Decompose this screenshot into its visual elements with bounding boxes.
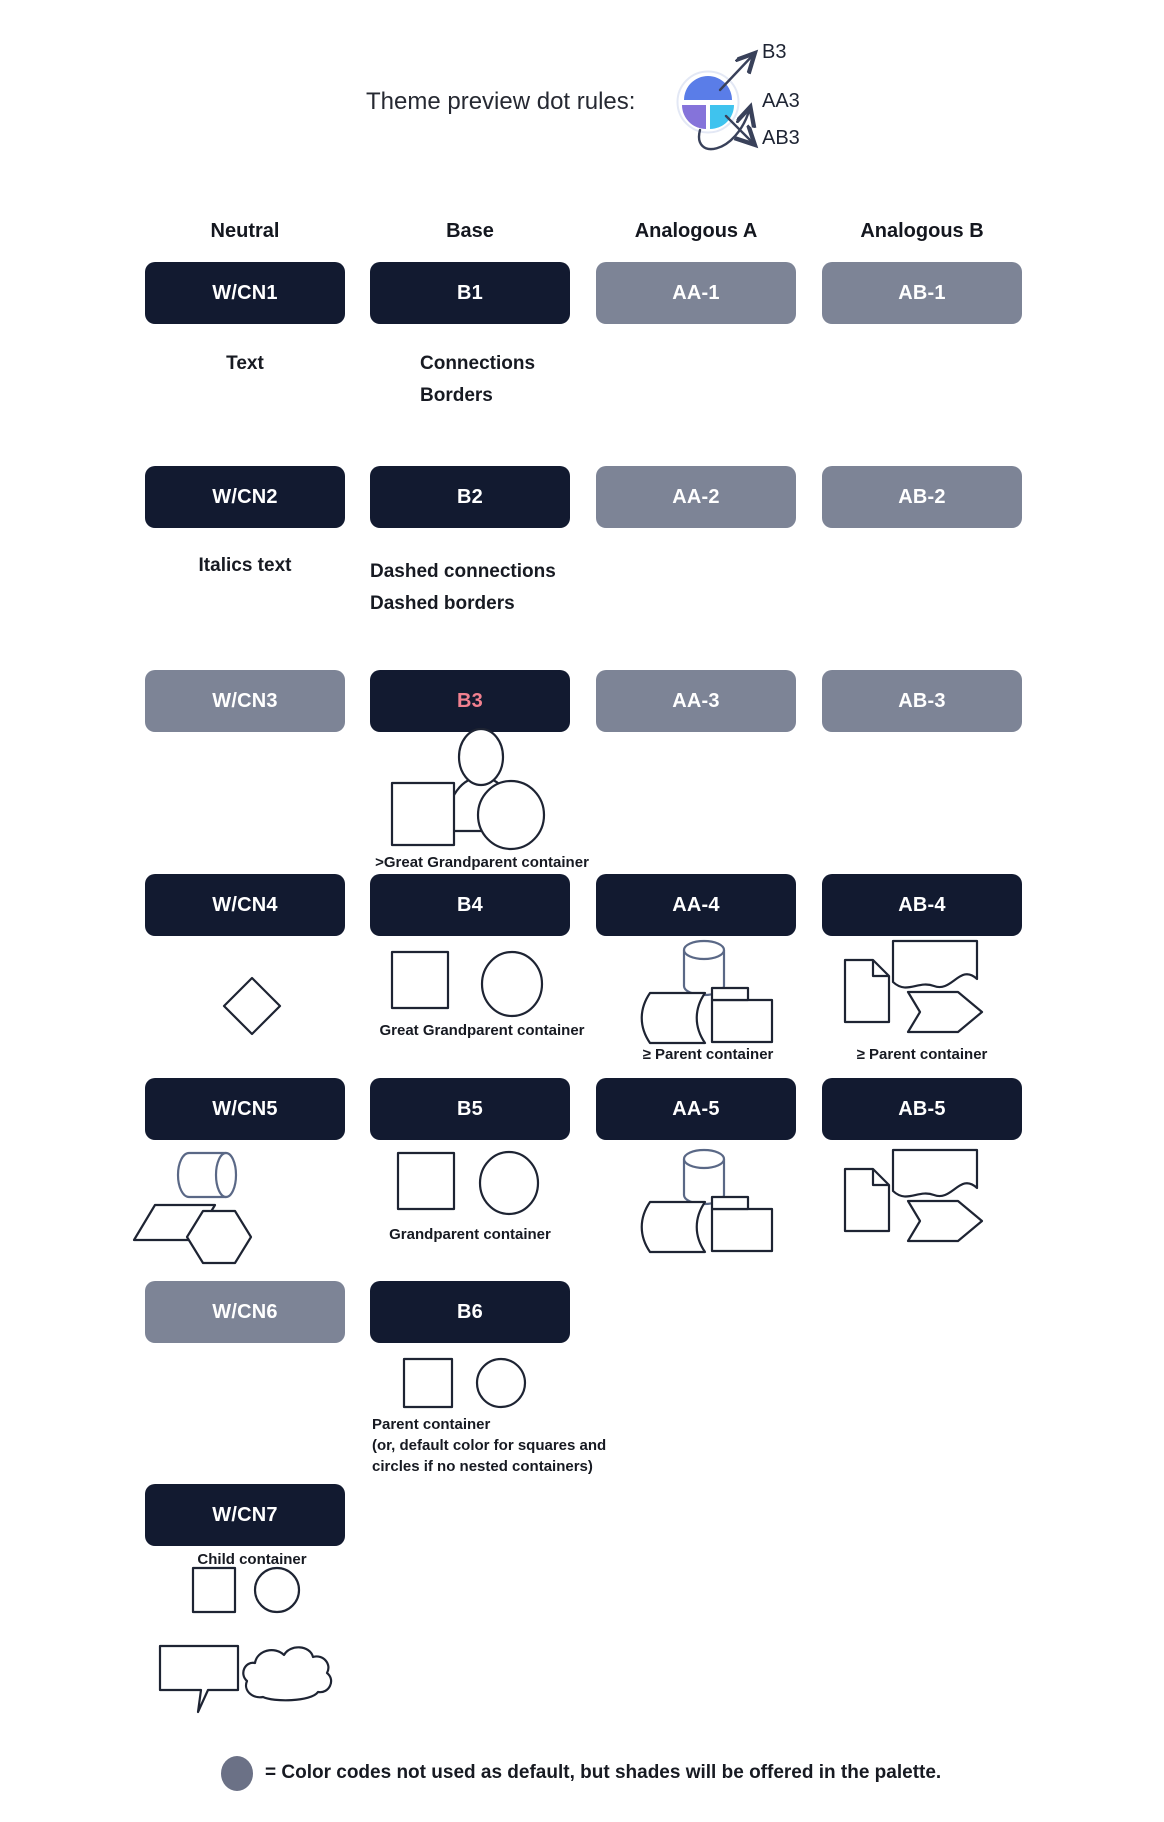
caption-wcn7: Child container [197, 1551, 307, 1568]
horizontal-cylinder-end-icon [216, 1153, 236, 1197]
caption-ab4-shapes: ≥ Parent container [856, 1046, 988, 1063]
caption-aa4-shapes: ≥ Parent container [642, 1046, 774, 1063]
caption-connections-borders [420, 348, 535, 412]
tabbed-folder-tab [712, 1197, 748, 1209]
caption-b5-shapes: Grandparent container [389, 1226, 551, 1243]
swatch-label: B4 [457, 893, 483, 916]
theme-preview-dot [670, 30, 770, 162]
ellipse-shape [482, 952, 542, 1016]
dot-segment-bottom-left [682, 105, 706, 129]
caption-b4-shapes: Great Grandparent container [379, 1022, 585, 1039]
caption-line: (or, default color for squares and [372, 1437, 607, 1454]
page-title: Theme preview dot rules: [366, 88, 636, 115]
ellipse-shape [478, 781, 544, 849]
swatch-wcn7 [145, 1484, 345, 1546]
swatch-label: AA-1 [672, 281, 720, 304]
wave-banner-shape [893, 1150, 977, 1196]
swatch-aa5 [596, 1078, 796, 1140]
swatch-aa2 [596, 466, 796, 528]
arrow-label-ab3: AB3 [762, 127, 800, 149]
document-page-shape [845, 1169, 889, 1231]
stored-data-shape [642, 993, 705, 1043]
wave-banner-shape [893, 941, 977, 987]
b4-shape-group [388, 946, 548, 1021]
swatch-ab2 [822, 466, 1022, 528]
swatch-label: B3 [457, 689, 483, 712]
caption-dashed [370, 556, 556, 620]
document-page-shape [845, 960, 889, 1022]
dot-segment-top [684, 76, 732, 100]
cylinder-top-icon [684, 1150, 724, 1168]
swatch-b2 [370, 466, 570, 528]
swatch-b5 [370, 1078, 570, 1140]
ab4-shape-group [840, 936, 990, 1040]
cylinder-top-icon [684, 941, 724, 959]
legend-dot-icon [221, 1756, 253, 1791]
arrow-label-aa3: AA3 [762, 90, 800, 112]
caption-b6-shapes [372, 1414, 652, 1477]
swatch-ab4 [822, 874, 1022, 936]
swatch-b1 [370, 262, 570, 324]
swatch-aa4 [596, 874, 796, 936]
chevron-arrow-shape [908, 992, 982, 1032]
swatch-label: AA-4 [672, 893, 720, 916]
wcn7-shape-group-2 [155, 1632, 340, 1717]
swatch-ab1 [822, 262, 1022, 324]
column-header-base: Base [446, 220, 494, 242]
b6-shape-group [398, 1355, 538, 1411]
swatch-label: W/CN2 [212, 485, 278, 508]
swatch-label: AB-3 [898, 689, 946, 712]
column-header-analogous-b: Analogous B [860, 220, 984, 242]
ab5-shape-group [840, 1145, 990, 1249]
swatch-label: AA-5 [672, 1097, 720, 1120]
cloud-shape [243, 1647, 331, 1700]
swatch-label: W/CN4 [212, 893, 278, 916]
caption-line: Parent container [372, 1416, 491, 1433]
person-head-icon [459, 729, 503, 785]
wcn4-shape-group [222, 976, 282, 1036]
caption-line: Borders [420, 385, 493, 406]
swatch-aa1 [596, 262, 796, 324]
caption-italics-text: Italics text [198, 555, 292, 576]
caption-text: Text [226, 353, 264, 374]
column-header-analogous-a: Analogous A [634, 220, 758, 242]
swatch-b6 [370, 1281, 570, 1343]
circle-shape [255, 1568, 299, 1612]
circle-shape [477, 1359, 525, 1407]
swatch-wcn6 [145, 1281, 345, 1343]
arrow-to-b3 [720, 54, 754, 90]
tabbed-folder-shape [712, 1209, 772, 1251]
wcn5-shape-group [125, 1145, 265, 1267]
swatch-label: W/CN5 [212, 1097, 278, 1120]
caption-line: Dashed connections [370, 561, 556, 582]
swatch-ab3 [822, 670, 1022, 732]
caption-line: circles if no nested containers) [372, 1458, 593, 1475]
swatch-wcn4 [145, 874, 345, 936]
swatch-label: B1 [457, 281, 483, 304]
swatch-aa3 [596, 670, 796, 732]
swatch-label: AB-2 [898, 485, 946, 508]
ellipse-shape [480, 1152, 538, 1214]
swatch-label: W/CN1 [212, 281, 278, 304]
swatch-label: AA-3 [672, 689, 720, 712]
legend-text: = Color codes not used as default, but shades will be offered in the palette. [265, 1762, 942, 1783]
b5-shape-group [394, 1148, 544, 1218]
caption-line: Connections [420, 353, 536, 374]
aa5-shape-group [630, 1145, 780, 1255]
swatch-wcn5 [145, 1078, 345, 1140]
arrow-label-b3: B3 [762, 41, 787, 63]
caption-line: Dashed borders [370, 593, 515, 614]
diamond-shape [224, 978, 280, 1034]
tabbed-folder-shape [712, 1000, 772, 1042]
swatch-ab5 [822, 1078, 1022, 1140]
tabbed-folder-tab [712, 988, 748, 1000]
chevron-arrow-shape [908, 1201, 982, 1241]
square-shape [398, 1153, 454, 1209]
swatch-wcn1 [145, 262, 345, 324]
column-header-neutral: Neutral [210, 220, 280, 242]
wcn7-shape-group [185, 1563, 305, 1615]
b3-shape-group [385, 725, 555, 855]
square-shape [193, 1568, 235, 1612]
square-shape [392, 783, 454, 845]
square-shape [392, 952, 448, 1008]
speech-bubble-shape [160, 1646, 238, 1712]
swatch-label: AB-5 [898, 1097, 946, 1120]
swatch-wcn2 [145, 466, 345, 528]
aa4-shape-group [630, 936, 780, 1046]
swatch-label: W/CN6 [212, 1300, 278, 1323]
swatch-label: AB-4 [898, 893, 946, 916]
swatch-label: B2 [457, 485, 483, 508]
stored-data-shape [642, 1202, 705, 1252]
swatch-label: AB-1 [898, 281, 946, 304]
swatch-label: B5 [457, 1097, 483, 1120]
swatch-label: W/CN7 [212, 1503, 278, 1526]
swatch-b3 [370, 670, 570, 732]
square-shape [404, 1359, 452, 1407]
swatch-label: AA-2 [672, 485, 720, 508]
swatch-label: B6 [457, 1300, 483, 1323]
caption-b3-shapes: >Great Grandparent container [375, 854, 589, 871]
dot-segment-bottom-right [710, 105, 734, 129]
swatch-label: W/CN3 [212, 689, 278, 712]
swatch-b4 [370, 874, 570, 936]
swatch-wcn3 [145, 670, 345, 732]
